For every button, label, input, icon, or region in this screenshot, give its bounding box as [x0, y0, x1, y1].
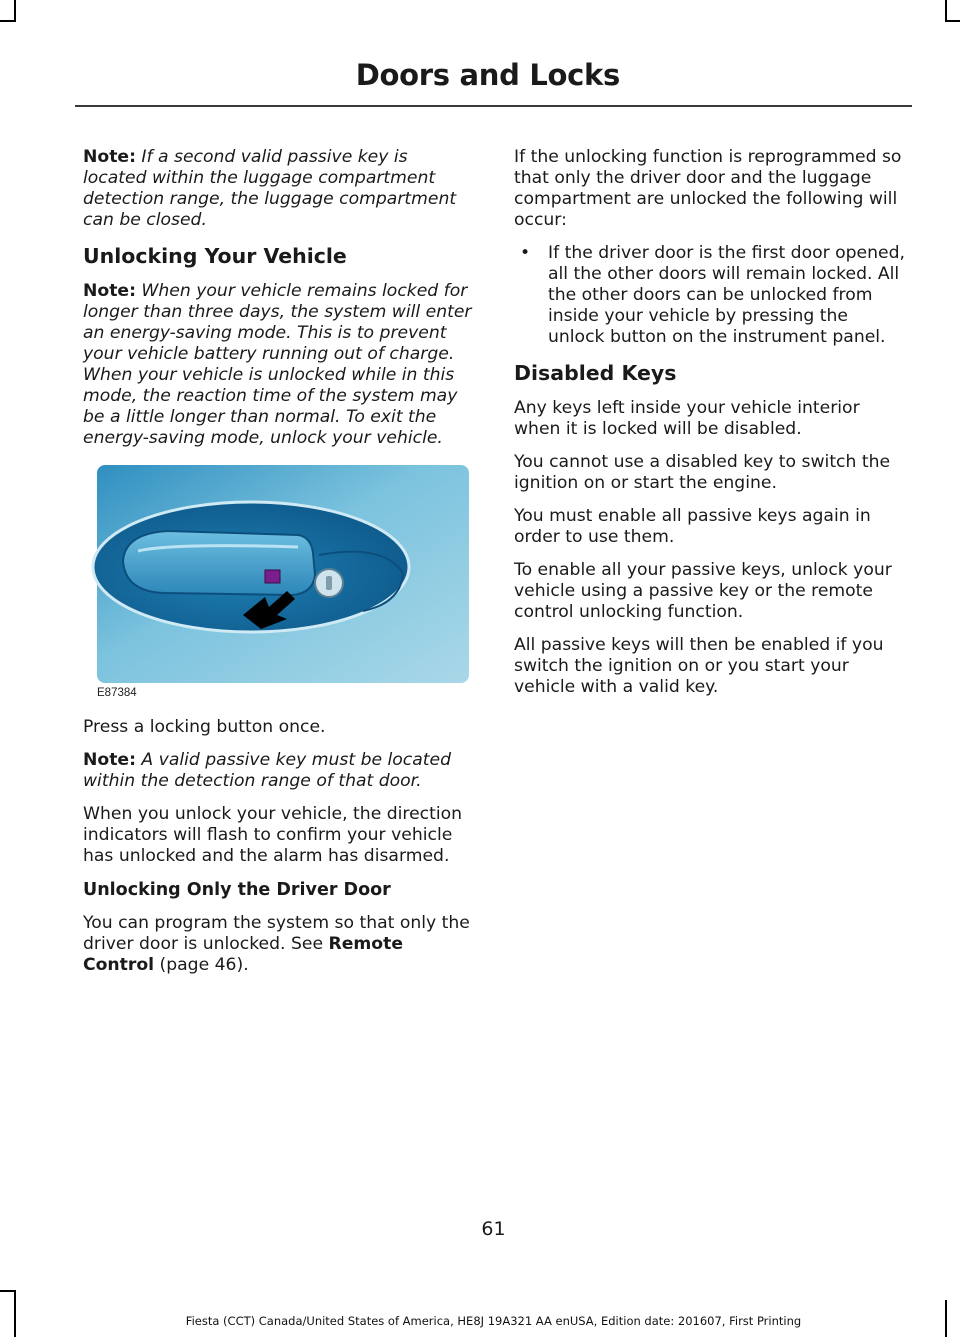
- crop-mark: [0, 1290, 16, 1292]
- header-divider: [75, 105, 912, 107]
- press-instruction: Press a locking button once.: [83, 717, 326, 737]
- remote-control-link[interactable]: Remote Control: [83, 934, 403, 975]
- heading-unlocking-driver-door: Unlocking Only the Driver Door: [83, 880, 391, 900]
- bullet-list: [514, 243, 908, 348]
- list-item: • If the driver door is the first door opened, all the other doors will remain locked. All the other doors can be unlocked from inside your vehicle by pressing the unlock button on the instrument panel.: [520, 243, 905, 347]
- disabled-keys-para-4: To enable all your passive keys, unlock your vehicle using a passive key or the remote control unlocking function.: [514, 560, 892, 622]
- note-energy-saving: Note: When your vehicle remains locked for longer than three days, the system will enter an energy-saving mode. This is to prevent your vehicle battery running out of charge. When your vehicle is unlocked while in this mode, the reaction time of the system may be a little longer than normal. To exit the energy-saving mode, unlock your vehicle.: [83, 281, 472, 448]
- page-header-title: Doors and Locks: [355, 58, 620, 92]
- crop-mark: [0, 20, 16, 22]
- note-luggage: Note: If a second valid passive key is located within the luggage compartment detection range, the luggage compartment can be closed.: [83, 147, 457, 230]
- footer-text: Fiesta (CCT) Canada/United States of America, HE8J 19A321 AA enUSA, Edition date: 201607, First Printing: [185, 1314, 802, 1328]
- disabled-keys-para-3: You must enable all passive keys again in order to use them.: [514, 506, 871, 547]
- unlock-confirmation-paragraph: When you unlock your vehicle, the direction indicators will flash to confirm your vehicle has unlocked and the alarm has disarmed.: [83, 804, 463, 866]
- figure-id: E87384: [97, 687, 137, 699]
- bullet-marker: •: [520, 243, 531, 263]
- disabled-keys-para-2: You cannot use a disabled key to switch the ignition on or start the engine.: [514, 452, 891, 493]
- right-column: [514, 147, 908, 710]
- door-handle-figure: [83, 463, 473, 703]
- crop-mark: [945, 0, 947, 22]
- crop-mark: [945, 20, 960, 22]
- disabled-keys-para-5: All passive keys will then be enabled if you switch the ignition on or you start your vehicle with a valid key.: [514, 635, 884, 697]
- note-detection-range: Note: A valid passive key must be located within the detection range of that door.: [83, 750, 452, 791]
- heading-unlocking-your-vehicle: Unlocking Your Vehicle: [83, 244, 347, 268]
- reprogram-paragraph: If the unlocking function is reprogrammed so that only the driver door and the luggage compartment are unlocked the following will occur:: [514, 147, 902, 230]
- page-number: 61: [481, 1218, 506, 1240]
- heading-disabled-keys: Disabled Keys: [514, 361, 677, 385]
- disabled-keys-para-1: Any keys left inside your vehicle interior when it is locked will be disabled.: [514, 398, 860, 439]
- crop-mark: [14, 0, 16, 22]
- program-paragraph: You can program the system so that only the driver door is unlocked. See Remote Control (page 46).: [83, 913, 470, 975]
- lock-button: [265, 570, 280, 583]
- door-handle-illustration: [83, 463, 473, 703]
- left-column: [83, 147, 475, 988]
